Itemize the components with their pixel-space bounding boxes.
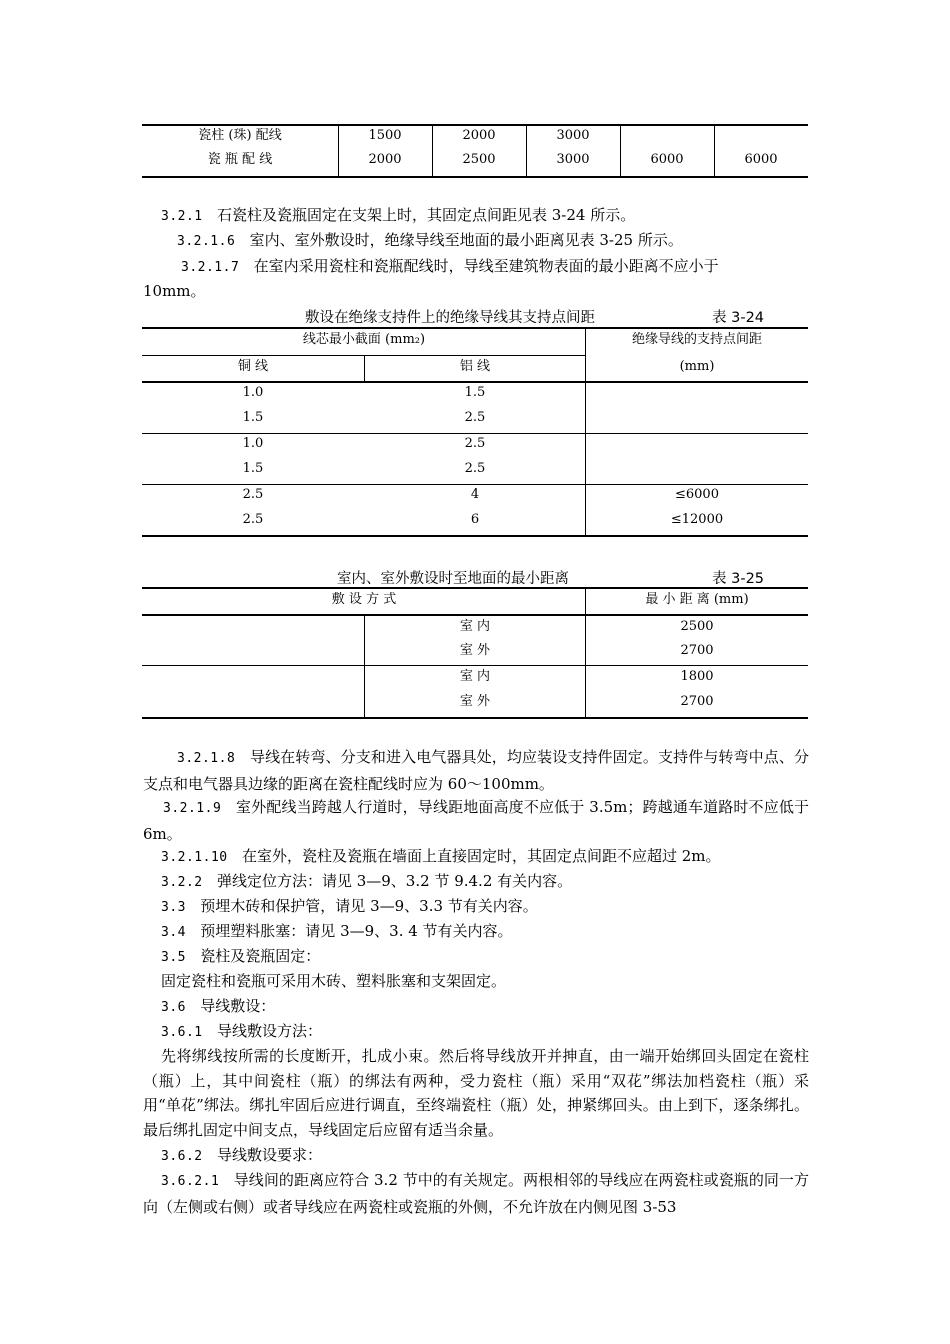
clause-number: 3.2.1 bbox=[161, 209, 203, 224]
table-number: 表 3-24 bbox=[712, 310, 765, 326]
table-cell: 6000 bbox=[650, 152, 684, 167]
table-cell: 1500 bbox=[368, 128, 402, 143]
table-rule bbox=[142, 484, 808, 485]
table-cell: 室 外 bbox=[459, 694, 491, 709]
paragraph bbox=[143, 994, 809, 1021]
paragraph-text: 导线敷设要求： bbox=[216, 1146, 322, 1164]
table-rule bbox=[142, 381, 808, 383]
column-header: (mm) bbox=[679, 359, 715, 374]
table-cell: 室 内 bbox=[459, 669, 491, 684]
table-cell: 室 内 bbox=[459, 619, 491, 634]
table-cell: 1.0 bbox=[242, 436, 264, 451]
table-cell: 1.5 bbox=[242, 461, 264, 476]
paragraph-text: 预埋塑料胀塞：请见 3—9、3. 4 节有关内容。 bbox=[200, 922, 513, 940]
paragraph bbox=[143, 1019, 809, 1046]
table-title: 室内、室外敷设时至地面的最小距离 bbox=[337, 571, 569, 587]
table-rule bbox=[142, 327, 808, 329]
paragraph-text: 导线敷设方法： bbox=[216, 1022, 322, 1040]
column-header: 敷 设 方 式 bbox=[331, 592, 397, 607]
table-cell: 瓷柱 (珠) 配线 bbox=[198, 128, 282, 143]
table-cell: 1.5 bbox=[464, 385, 486, 400]
table-cell: 2500 bbox=[462, 152, 496, 167]
table-cell: 1800 bbox=[680, 669, 714, 684]
column-header: 铜 线 bbox=[237, 359, 269, 374]
clause-number: 3.5 bbox=[161, 950, 186, 965]
clause-number: 3.4 bbox=[161, 925, 186, 940]
table-cell: 2700 bbox=[680, 694, 714, 709]
clause-number: 3.6.2 bbox=[161, 1149, 203, 1164]
table-cell: 2.5 bbox=[464, 436, 486, 451]
table-cell: 3000 bbox=[556, 128, 590, 143]
paragraph: 先将绑线按所需的长度断开，扎成小束。然后将导线放开并抻直，由一端开始绑回头固定在瓷柱（瓶）上，其中间瓷柱（瓶）的绑法有两种，受力瓷柱（瓶）采用“双花”绑法加档瓷柱（瓶）采用“单花”绑法。绑扎牢固后应进行调直，至终端瓷柱（瓶）处，抻紧绑回头。由上到下，逐条绑扎。最后绑扎固定中间支点，导线固定后应留有适当余量。 bbox=[143, 1047, 809, 1139]
table-cell: 6000 bbox=[744, 152, 778, 167]
clause-number: 3.6.2.1 bbox=[161, 1174, 220, 1189]
table-rule bbox=[714, 124, 715, 178]
table-rule bbox=[142, 587, 808, 589]
paragraph bbox=[143, 919, 809, 946]
paragraph bbox=[143, 795, 809, 846]
table-cell: 2500 bbox=[680, 619, 714, 634]
paragraph-text: 导线间的距离应符合 3.2 节中的有关规定。两根相邻的导线应在两瓷柱或瓷瓶的同一方向（左侧或右侧）或者导线应在两瓷柱或瓷瓶的外侧，不允许放在内侧见图 3-53 bbox=[143, 1171, 809, 1216]
table-cell: 2000 bbox=[368, 152, 402, 167]
paragraph-text: 室外配线当跨越人行道时，导线距地面高度不应低于 3.5m；跨越通车道路时不应低于 6m。 bbox=[143, 798, 809, 843]
paragraph-text: 导线在转弯、分支和进入电气器具处，均应装设支持件固定。支持件与转弯中点、分支点和电气器具边缘的距离在瓷柱配线时应为 60～100mm。 bbox=[143, 748, 809, 793]
table-rule bbox=[142, 614, 808, 616]
paragraph-text: 瓷柱及瓷瓶固定： bbox=[200, 947, 321, 965]
clause-number: 3.2.1.9 bbox=[163, 801, 222, 816]
table-cell: 2000 bbox=[462, 128, 496, 143]
table-cell: ≤12000 bbox=[670, 512, 724, 527]
table-cell: 2.5 bbox=[242, 512, 264, 527]
paragraph bbox=[143, 869, 809, 896]
table-rule bbox=[142, 535, 808, 537]
clause-number: 3.6.1 bbox=[161, 1025, 203, 1040]
clause-number: 3.2.1.6 bbox=[177, 234, 236, 249]
clause-number: 3.6 bbox=[161, 1000, 186, 1015]
table-cell: 2.5 bbox=[242, 487, 264, 502]
paragraph-text: 石瓷柱及瓷瓶固定在支架上时，其固定点间距见表 3-24 所示。 bbox=[216, 206, 636, 224]
clause-number: 3.2.1.7 bbox=[181, 260, 240, 275]
table-cell: 4 bbox=[470, 487, 480, 502]
paragraph bbox=[143, 1168, 809, 1219]
table-number: 表 3-25 bbox=[712, 571, 765, 587]
paragraph-text: 在室外，瓷柱及瓷瓶在墙面上直接固定时，其固定点间距不应超过 2m。 bbox=[241, 847, 721, 865]
table-cell: 室 外 bbox=[459, 643, 491, 658]
column-header: 线芯最小截面 (mm₂) bbox=[302, 332, 426, 347]
clause-number: 3.3 bbox=[161, 900, 186, 915]
table-cell: 2.5 bbox=[464, 410, 486, 425]
table-cell: ≤6000 bbox=[675, 487, 719, 502]
table-cell: 2.5 bbox=[464, 461, 486, 476]
table-rule bbox=[142, 717, 808, 719]
paragraph bbox=[143, 894, 809, 921]
table-rule bbox=[142, 124, 808, 126]
table-rule bbox=[142, 665, 808, 666]
table-rule bbox=[142, 176, 808, 178]
paragraph: 固定瓷柱和瓷瓶可采用木砖、塑料胀塞和支架固定。 bbox=[161, 972, 507, 990]
paragraph-continuation: 10mm。 bbox=[143, 282, 206, 300]
table-cell: 2700 bbox=[680, 643, 714, 658]
paragraph bbox=[143, 228, 809, 255]
table-cell: 1.0 bbox=[242, 385, 264, 400]
paragraph bbox=[143, 745, 809, 796]
table-cell: 1.5 bbox=[242, 410, 264, 425]
paragraph-text: 室内、室外敷设时，绝缘导线至地面的最小距离见表 3-25 所示。 bbox=[249, 231, 683, 249]
paragraph-text: 预埋木砖和保护管，请见 3—9、3.3 节有关内容。 bbox=[200, 897, 538, 915]
clause-number: 3.2.1.10 bbox=[161, 850, 228, 865]
table-cell: 瓷 瓶 配 线 bbox=[207, 152, 273, 167]
paragraph-text: 在室内采用瓷柱和瓷瓶配线时，导线至建筑物表面的最小距离不应小于 bbox=[253, 257, 719, 275]
paragraph bbox=[143, 1143, 809, 1170]
paragraph-text: 导线敷设： bbox=[200, 997, 276, 1015]
clause-number: 3.2.1.8 bbox=[177, 751, 236, 766]
table-rule bbox=[142, 433, 808, 434]
paragraph-text: 弹线定位方法：请见 3—9、3.2 节 9.4.2 有关内容。 bbox=[216, 872, 573, 890]
table-title: 敷设在绝缘支持件上的绝缘导线其支持点间距 bbox=[305, 310, 595, 326]
clause-number: 3.2.2 bbox=[161, 875, 203, 890]
paragraph bbox=[143, 844, 809, 871]
paragraph bbox=[143, 254, 809, 281]
table-cell: 6 bbox=[470, 512, 480, 527]
paragraph bbox=[143, 203, 809, 230]
table-cell: 3000 bbox=[556, 152, 590, 167]
paragraph bbox=[143, 944, 809, 971]
column-header: 绝缘导线的支持点间距 bbox=[631, 332, 762, 347]
column-header: 铝 线 bbox=[459, 359, 491, 374]
column-header: 最 小 距 离 (mm) bbox=[645, 592, 749, 607]
table-rule bbox=[620, 124, 621, 178]
